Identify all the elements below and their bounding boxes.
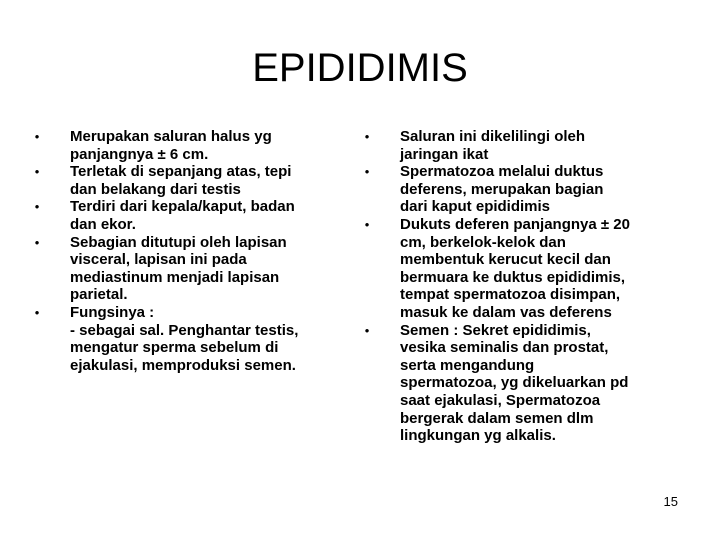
list-item <box>30 304 348 374</box>
list-item <box>30 128 348 163</box>
list-item <box>30 234 348 304</box>
right-bullet-list <box>360 128 682 445</box>
bullet-text: Sebagian ditutupi oleh lapisan visceral, lapisan ini pada mediastinum menjadi lapisan parietal. <box>70 233 287 304</box>
slide-title: EPIDIDIMIS <box>252 46 468 90</box>
bullet-text: Fungsinya : - sebagai sal. Penghantar testis, mengatur sperma sebelum di ejakulasi, memproduksi semen. <box>70 303 299 374</box>
bullet-icon: • <box>364 129 370 144</box>
bullet-icon: • <box>34 164 40 180</box>
bullet-text: Dukuts deferen panjangnya ± 20 cm, berkelok-kelok dan membentuk kerucut kecil dan bermuara ke duktus epididimis, tempat spermatozoa disimpan, masuk ke dalam vas deferens <box>400 215 630 321</box>
bullet-text: Saluran ini dikelilingi oleh jaringan ikat <box>400 128 586 163</box>
list-item <box>360 216 682 322</box>
bullet-text: Semen : Sekret epididimis, vesika seminalis dan prostat, serta mengandung spermatozoa, yg dikeluarkan pd saat ejakulasi, Spermatozoa bergerak dalam semen dlm lingkungan yg alkalis. <box>400 321 629 445</box>
bullet-icon: • <box>364 164 370 180</box>
bullet-text: Terdiri dari kepala/kaput, badan dan ekor. <box>70 198 295 233</box>
list-item <box>360 128 682 163</box>
bullet-icon: • <box>34 199 40 215</box>
list-item <box>360 322 682 445</box>
bullet-icon: • <box>364 216 370 232</box>
bullet-icon: • <box>34 304 40 320</box>
bullet-icon: • <box>34 129 40 144</box>
page-number: 15 <box>663 494 678 509</box>
bullet-icon: • <box>34 234 40 250</box>
bullet-text: Spermatozoa melalui duktus deferens, merupakan bagian dari kaput epididimis <box>400 163 604 216</box>
list-item <box>30 163 348 198</box>
bullet-icon: • <box>364 322 370 338</box>
bullet-text: Merupakan saluran halus yg panjangnya ± 6 cm. <box>70 128 272 163</box>
list-item <box>360 163 682 216</box>
bullet-text: Terletak di sepanjang atas, tepi dan belakang dari testis <box>70 163 292 198</box>
list-item <box>30 198 348 233</box>
left-bullet-list <box>30 128 348 374</box>
